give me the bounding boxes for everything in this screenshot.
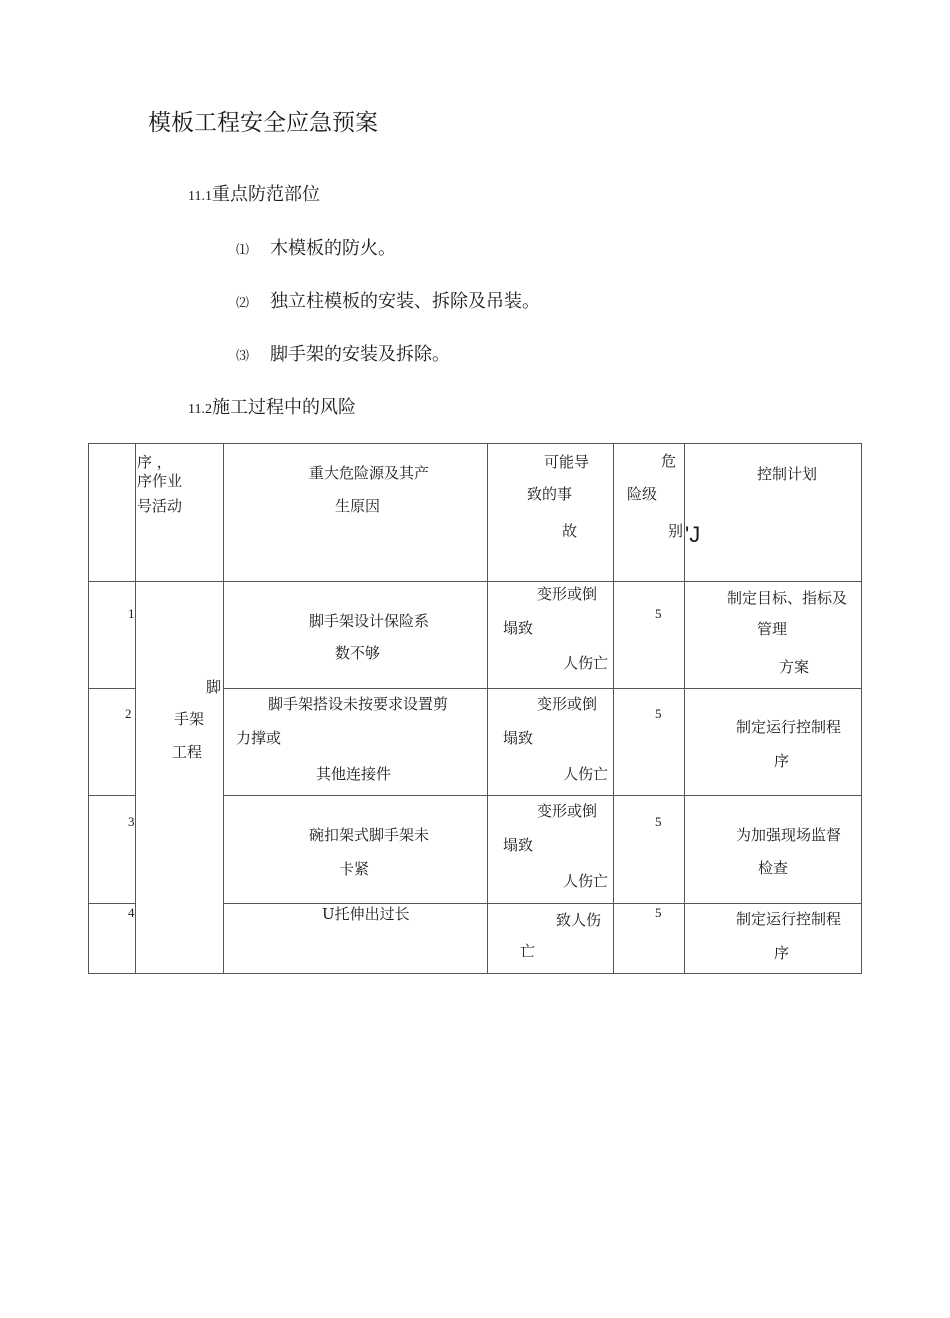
activity-line3: 工程 bbox=[172, 743, 203, 761]
control-text: 制定运行控制程 bbox=[736, 718, 842, 736]
table-border-right bbox=[861, 443, 862, 974]
risk-level: 5 bbox=[655, 706, 662, 721]
accident-text: 塌致 bbox=[503, 619, 534, 637]
control-text: 序 bbox=[774, 752, 790, 770]
header-accident-line2: 致的事 bbox=[527, 485, 573, 503]
accident-text: 塌致 bbox=[503, 729, 534, 747]
list-marker: ⑵ bbox=[236, 295, 250, 310]
header-accident-line1: 可能导 bbox=[544, 453, 590, 471]
stray-mark: 'J bbox=[685, 522, 701, 547]
control-text: 方案 bbox=[779, 658, 810, 676]
accident-text: 人伤亡 bbox=[563, 654, 609, 672]
accident-text: 塌致 bbox=[503, 836, 534, 854]
header-seq-line1: 序 ， bbox=[137, 453, 172, 471]
header-seq-line2: 序作业 bbox=[137, 472, 183, 490]
document-title: 模板工程安全应急预案 bbox=[148, 110, 378, 136]
list-marker: ⑶ bbox=[236, 348, 250, 363]
risk-level: 5 bbox=[655, 905, 662, 920]
table-rule bbox=[88, 903, 136, 904]
list-marker: ⑴ bbox=[236, 242, 250, 257]
hazard-text: 脚手架设计保险系 bbox=[309, 612, 430, 630]
hazard-text: 卡紧 bbox=[339, 860, 370, 878]
list-item-text: 脚手架的安装及拆除。 bbox=[270, 344, 450, 365]
table-rule bbox=[223, 688, 862, 689]
header-level-line1: 危 bbox=[661, 452, 677, 470]
accident-text: 致人伤 bbox=[556, 911, 602, 929]
accident-text: 亡 bbox=[520, 942, 536, 960]
table-rule bbox=[487, 443, 488, 974]
table-border-bottom bbox=[88, 973, 862, 974]
activity-line1: 脚 bbox=[206, 678, 222, 696]
table-rule bbox=[88, 795, 136, 796]
header-hazard-line1: 重大危险源及其产 bbox=[309, 464, 430, 482]
accident-text: 变形或倒 bbox=[537, 585, 598, 603]
hazard-text: 脚手架搭设未按要求设置剪 bbox=[268, 695, 449, 713]
row-number: 1 bbox=[128, 606, 135, 621]
header-hazard-line2: 生原因 bbox=[335, 497, 381, 515]
table-rule bbox=[223, 443, 224, 974]
section-heading-1 bbox=[188, 180, 320, 206]
hazard-text: 力撑或 bbox=[236, 729, 282, 747]
control-text: 制定目标、指标及 bbox=[727, 589, 848, 607]
hazard-text: 碗扣架式脚手架未 bbox=[309, 826, 430, 844]
control-text: 序 bbox=[774, 944, 790, 962]
section-heading-2 bbox=[188, 393, 356, 419]
activity-line2: 手架 bbox=[174, 710, 205, 728]
list-item-text: 木模板的防火。 bbox=[270, 238, 396, 259]
control-text: 为加强现场监督 bbox=[736, 826, 842, 844]
accident-text: 人伤亡 bbox=[563, 765, 609, 783]
header-control: 控制计划 bbox=[757, 465, 818, 483]
table-rule bbox=[88, 688, 136, 689]
header-level-line2: 险级 bbox=[627, 485, 658, 503]
control-text: 管理 bbox=[757, 620, 788, 638]
accident-text: 变形或倒 bbox=[537, 802, 598, 820]
section-text: 施工过程中的风险 bbox=[211, 397, 356, 418]
table-rule bbox=[135, 443, 136, 974]
list-item bbox=[236, 234, 396, 260]
list-item bbox=[236, 287, 540, 313]
header-level-line3: 别 bbox=[668, 522, 684, 540]
control-text: 制定运行控制程 bbox=[736, 910, 842, 928]
row-number: 2 bbox=[125, 706, 132, 721]
table-rule bbox=[613, 443, 614, 974]
table-border-left bbox=[88, 443, 89, 974]
header-accident-line3: 故 bbox=[562, 522, 578, 540]
header-seq-line3: 号活动 bbox=[137, 497, 183, 515]
row-number: 3 bbox=[128, 814, 135, 829]
table-rule bbox=[88, 581, 862, 582]
table-border-top bbox=[88, 443, 862, 444]
hazard-text: 数不够 bbox=[335, 644, 381, 662]
section-number: 11.2 bbox=[188, 402, 212, 417]
accident-text: 变形或倒 bbox=[537, 695, 598, 713]
section-number: 11.1 bbox=[188, 189, 212, 204]
risk-level: 5 bbox=[655, 814, 662, 829]
hazard-text: U托伸出过长 bbox=[322, 905, 410, 923]
accident-text: 人伤亡 bbox=[563, 872, 609, 890]
section-text: 重点防范部位 bbox=[211, 184, 320, 205]
table-rule bbox=[223, 903, 862, 904]
risk-level: 5 bbox=[655, 606, 662, 621]
control-text: 检查 bbox=[758, 859, 789, 877]
hazard-text: 其他连接件 bbox=[316, 765, 392, 783]
list-item-text: 独立柱模板的安装、拆除及吊装。 bbox=[270, 291, 540, 312]
list-item bbox=[236, 340, 450, 366]
row-number: 4 bbox=[128, 905, 135, 920]
table-rule bbox=[223, 795, 862, 796]
